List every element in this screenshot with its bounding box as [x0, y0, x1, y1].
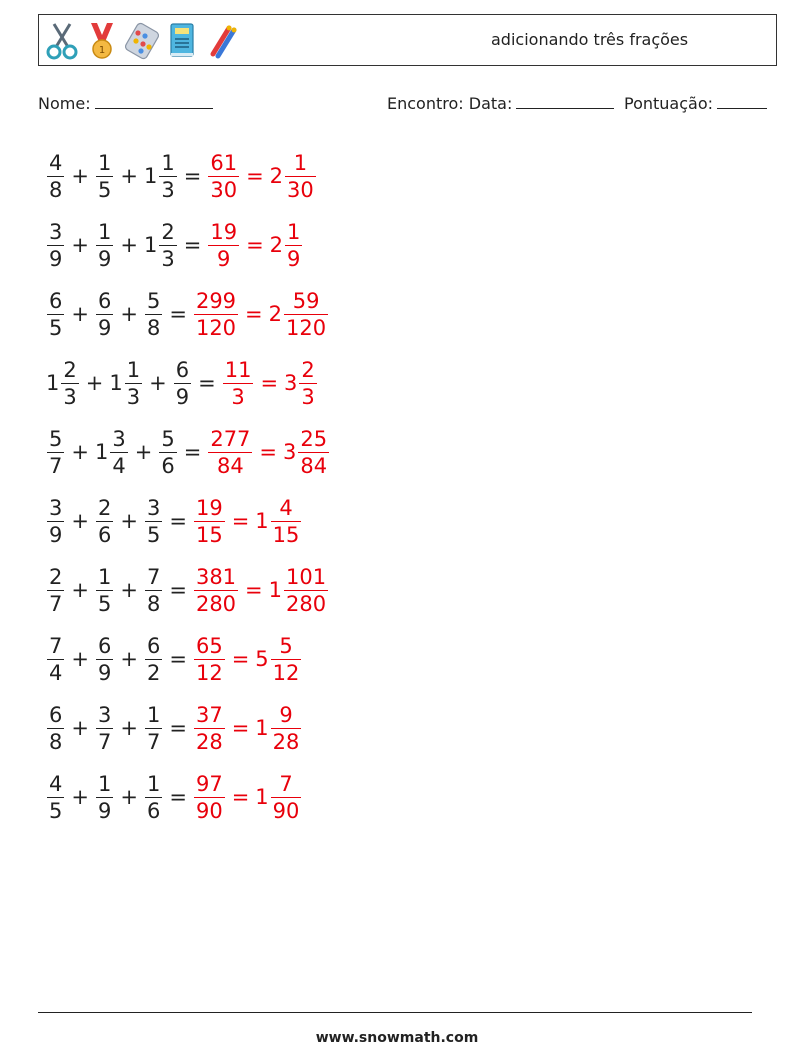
term-fraction-denominator: 9 [97, 315, 112, 340]
answer [222, 357, 318, 410]
term-fraction-denominator: 6 [161, 453, 175, 478]
term-whole: 1 [46, 370, 60, 395]
answer-mixed [271, 771, 302, 824]
answer-mixed-denominator: 3 [301, 384, 315, 409]
answer [207, 426, 330, 479]
score-label: Pontuação: [624, 94, 714, 113]
answer [193, 771, 302, 824]
answer-improper [194, 564, 238, 617]
answer-equals-sign: = [246, 164, 264, 188]
equals-sign: = [198, 371, 216, 395]
term-fraction [47, 219, 64, 272]
answer-improper [194, 288, 238, 341]
plus-sign: + [71, 578, 89, 602]
plus-sign: + [71, 233, 89, 257]
answer-equals-sign: = [259, 440, 278, 464]
term-fraction-numerator: 3 [146, 495, 161, 520]
plus-sign: + [71, 647, 89, 671]
answer-whole: 1 [255, 784, 269, 809]
worksheet-title: adicionando três frações [491, 30, 689, 49]
term-fraction-denominator: 5 [146, 522, 161, 547]
name-label: Nome: [38, 94, 91, 113]
answer-mixed [271, 702, 302, 755]
term-fraction [96, 219, 113, 272]
equals-sign: = [183, 164, 202, 188]
term-fraction [159, 150, 176, 203]
medal-icon [85, 20, 119, 60]
plus-sign: + [120, 302, 138, 326]
answer-mixed-denominator: 120 [286, 315, 327, 340]
term-fraction-numerator: 1 [146, 702, 161, 727]
footer-url: www.snowmath.com [315, 1030, 479, 1046]
term-fraction [47, 564, 64, 617]
term-fraction [47, 426, 64, 479]
answer [193, 288, 329, 341]
term-fraction-numerator: 5 [146, 288, 161, 313]
answer-mixed [271, 633, 302, 686]
term-fraction-denominator: 5 [97, 591, 112, 616]
answer-mixed [284, 288, 328, 341]
answer [193, 564, 329, 617]
problem-row [46, 215, 303, 275]
answer-whole: 1 [255, 715, 269, 740]
term-fraction [96, 702, 113, 755]
term-fraction [61, 357, 78, 410]
equals-sign: = [169, 302, 187, 326]
answer-equals-sign: = [260, 371, 279, 395]
term-fraction-numerator: 3 [49, 219, 63, 244]
term-fraction [96, 771, 113, 824]
term-fraction-denominator: 3 [126, 384, 141, 409]
encounter-date-label: Encontro: Data: [387, 94, 513, 113]
plus-sign: + [120, 233, 138, 257]
problem-row [46, 146, 317, 206]
answer-mixed [271, 495, 302, 548]
answer-improper-denominator: 9 [217, 246, 231, 271]
equals-sign: = [169, 785, 187, 809]
term-fraction-denominator: 9 [49, 522, 63, 547]
equals-sign: = [169, 578, 187, 602]
answer-improper [194, 633, 225, 686]
plus-sign: + [71, 509, 89, 533]
answer-improper-denominator: 28 [195, 729, 223, 754]
date-blank[interactable] [516, 94, 614, 109]
problem-row [46, 284, 329, 344]
name-field [38, 94, 213, 113]
problem-row [46, 698, 302, 758]
answer [207, 150, 316, 203]
answer-equals-sign: = [245, 578, 263, 602]
plus-sign: + [120, 578, 138, 602]
answer-equals-sign: = [231, 509, 250, 533]
term-fraction [47, 771, 64, 824]
answer-improper-denominator: 15 [195, 522, 223, 547]
term-fraction [47, 288, 64, 341]
header-icons [45, 20, 239, 60]
term-fraction [125, 357, 142, 410]
answer-mixed-numerator: 7 [279, 771, 293, 796]
term-fraction-denominator: 6 [97, 522, 112, 547]
answer-improper [194, 495, 225, 548]
term-fraction-denominator: 7 [146, 729, 161, 754]
problem-row [46, 767, 302, 827]
answer [193, 633, 302, 686]
answer-mixed-numerator: 4 [279, 495, 293, 520]
answer-improper-denominator: 280 [195, 591, 237, 616]
problem-row [46, 353, 318, 413]
answer-equals-sign: = [231, 785, 250, 809]
answer-mixed [284, 564, 328, 617]
answer-mixed-denominator: 30 [287, 177, 314, 202]
equals-sign: = [183, 233, 202, 257]
term-fraction-numerator: 1 [97, 219, 112, 244]
answer-improper-numerator: 381 [195, 564, 237, 589]
term-fraction-numerator: 2 [161, 219, 175, 244]
term-fraction-numerator: 4 [49, 150, 63, 175]
answer-whole: 2 [269, 163, 284, 188]
term-fraction [145, 288, 162, 341]
term-fraction-denominator: 3 [161, 246, 175, 271]
answer-improper-numerator: 61 [210, 150, 238, 175]
answer-improper-numerator: 37 [195, 702, 223, 727]
term-fraction [145, 771, 162, 824]
answer-mixed-denominator: 9 [287, 246, 301, 271]
answer-whole: 3 [283, 439, 297, 464]
term-fraction [145, 495, 162, 548]
plus-sign: + [120, 164, 138, 188]
answer-improper-denominator: 90 [195, 798, 223, 823]
plus-sign: + [149, 371, 167, 395]
term-fraction-numerator: 2 [97, 495, 112, 520]
term-fraction [47, 702, 64, 755]
answer-improper-numerator: 11 [224, 357, 252, 382]
answer-mixed [285, 219, 302, 272]
plus-sign: + [71, 164, 89, 188]
answer-whole: 1 [268, 577, 283, 602]
answer-improper [208, 150, 239, 203]
answer-improper-denominator: 120 [195, 315, 237, 340]
term-fraction [159, 219, 176, 272]
term-fraction-numerator: 4 [49, 771, 63, 796]
answer-improper-numerator: 19 [210, 219, 238, 244]
term-whole: 1 [143, 163, 158, 188]
term-fraction-denominator: 4 [49, 660, 63, 685]
score-field [624, 94, 767, 113]
answer [193, 702, 302, 755]
answer-improper-denominator: 30 [210, 177, 238, 202]
term-fraction-numerator: 1 [97, 564, 112, 589]
answer-equals-sign: = [245, 302, 263, 326]
term-fraction-numerator: 1 [146, 771, 161, 796]
name-blank[interactable] [95, 94, 213, 109]
term-fraction-denominator: 5 [49, 315, 63, 340]
term-fraction-numerator: 6 [146, 633, 161, 658]
answer-improper-numerator: 299 [195, 288, 237, 313]
term-fraction-numerator: 6 [97, 633, 112, 658]
term-fraction [110, 426, 127, 479]
answer-mixed-numerator: 59 [292, 288, 320, 313]
answer-mixed-numerator: 1 [293, 150, 308, 175]
answer-whole: 1 [255, 508, 269, 533]
term-fraction [47, 150, 64, 203]
svg-text:1: 1 [98, 45, 106, 56]
answer [207, 219, 303, 272]
term-fraction-numerator: 1 [97, 771, 112, 796]
problem-row [46, 491, 302, 551]
problem-row [46, 422, 330, 482]
answer-equals-sign: = [231, 647, 250, 671]
answer-improper-numerator: 19 [195, 495, 223, 520]
term-fraction-numerator: 2 [49, 564, 63, 589]
term-fraction [47, 633, 64, 686]
answer-improper [223, 357, 254, 410]
term-fraction-numerator: 3 [49, 495, 63, 520]
term-fraction-numerator: 6 [175, 357, 190, 382]
term-fraction-denominator: 8 [49, 177, 63, 202]
term-fraction [96, 288, 113, 341]
term-fraction [47, 495, 64, 548]
answer-mixed-denominator: 15 [272, 522, 300, 547]
answer-improper [194, 702, 225, 755]
term-fraction-denominator: 8 [146, 591, 161, 616]
term-whole: 1 [94, 439, 109, 464]
term-fraction-denominator: 5 [49, 798, 63, 823]
answer-improper-numerator: 97 [195, 771, 223, 796]
plus-sign: + [71, 785, 89, 809]
plus-sign: + [71, 440, 89, 464]
term-fraction-denominator: 7 [49, 453, 63, 478]
term-fraction [96, 633, 113, 686]
answer-whole: 3 [284, 370, 298, 395]
term-fraction-denominator: 2 [146, 660, 161, 685]
plus-sign: + [71, 302, 89, 326]
answer-improper-denominator: 84 [217, 453, 244, 478]
term-fraction-numerator: 5 [49, 426, 63, 451]
answer-equals-sign: = [231, 716, 250, 740]
answer-mixed-numerator: 5 [279, 633, 293, 658]
term-fraction-numerator: 7 [146, 564, 161, 589]
answer-mixed-denominator: 90 [272, 798, 300, 823]
term-fraction-denominator: 9 [175, 384, 190, 409]
answer-mixed-denominator: 28 [272, 729, 300, 754]
answer-mixed-denominator: 12 [272, 660, 300, 685]
answer-improper-numerator: 277 [210, 426, 251, 451]
plus-sign: + [120, 716, 138, 740]
plus-sign: + [85, 371, 104, 395]
term-fraction-numerator: 1 [97, 150, 112, 175]
term-fraction [145, 564, 162, 617]
equals-sign: = [169, 716, 187, 740]
term-fraction [96, 495, 113, 548]
answer-mixed [285, 150, 316, 203]
encounter-date-field [387, 94, 614, 113]
answer-improper-numerator: 65 [195, 633, 223, 658]
term-fraction [174, 357, 191, 410]
worksheet-header [38, 14, 777, 66]
term-fraction [159, 426, 176, 479]
pencils-icon [205, 20, 239, 60]
term-fraction-denominator: 4 [112, 453, 126, 478]
term-fraction [96, 150, 113, 203]
answer-mixed-numerator: 101 [286, 564, 327, 589]
answer-mixed-numerator: 2 [301, 357, 315, 382]
term-fraction-numerator: 7 [49, 633, 63, 658]
term-fraction-denominator: 8 [49, 729, 63, 754]
problem-row [46, 629, 302, 689]
score-blank[interactable] [717, 94, 767, 109]
answer-mixed-numerator: 1 [287, 219, 301, 244]
term-fraction [96, 564, 113, 617]
scissors-icon [45, 20, 79, 60]
term-fraction-denominator: 9 [97, 660, 112, 685]
plus-sign: + [120, 509, 138, 533]
equals-sign: = [169, 647, 187, 671]
term-fraction-denominator: 7 [97, 729, 112, 754]
term-fraction-numerator: 6 [49, 702, 63, 727]
term-fraction-numerator: 1 [126, 357, 141, 382]
term-fraction-numerator: 6 [49, 288, 63, 313]
term-fraction-denominator: 5 [97, 177, 112, 202]
answer-mixed [299, 357, 316, 410]
answer-equals-sign: = [246, 233, 264, 257]
problem-row [46, 560, 329, 620]
answer-whole: 2 [269, 232, 284, 257]
answer-whole: 2 [268, 301, 283, 326]
term-fraction-numerator: 6 [97, 288, 112, 313]
term-fraction-denominator: 9 [97, 246, 112, 271]
pill-pack-icon [125, 20, 159, 60]
term-fraction-numerator: 2 [63, 357, 77, 382]
answer-mixed-numerator: 9 [279, 702, 293, 727]
term-fraction-numerator: 5 [161, 426, 175, 451]
footer-divider [38, 1012, 752, 1013]
answer-improper [194, 771, 225, 824]
term-whole: 1 [143, 232, 158, 257]
answer-improper [208, 219, 239, 272]
answer-whole: 5 [255, 646, 269, 671]
term-fraction-denominator: 8 [146, 315, 161, 340]
term-fraction-numerator: 3 [112, 426, 126, 451]
term-fraction-denominator: 7 [49, 591, 63, 616]
answer-mixed-denominator: 84 [300, 453, 328, 478]
answer-mixed [298, 426, 329, 479]
answer-mixed-denominator: 280 [286, 591, 327, 616]
plus-sign: + [120, 647, 138, 671]
term-fraction-numerator: 1 [161, 150, 175, 175]
answer-mixed-numerator: 25 [300, 426, 328, 451]
plus-sign: + [120, 785, 138, 809]
term-whole: 1 [109, 370, 123, 395]
term-fraction-denominator: 3 [161, 177, 175, 202]
plus-sign: + [134, 440, 153, 464]
book-icon [165, 20, 199, 60]
equals-sign: = [183, 440, 202, 464]
term-fraction [145, 633, 162, 686]
answer-improper [208, 426, 252, 479]
answer-improper-denominator: 3 [231, 384, 245, 409]
term-fraction-denominator: 6 [146, 798, 161, 823]
answer [193, 495, 302, 548]
term-fraction-denominator: 9 [97, 798, 112, 823]
answer-improper-denominator: 12 [195, 660, 223, 685]
term-fraction-denominator: 3 [63, 384, 77, 409]
term-fraction [145, 702, 162, 755]
plus-sign: + [71, 716, 89, 740]
equals-sign: = [169, 509, 187, 533]
term-fraction-denominator: 9 [49, 246, 63, 271]
term-fraction-numerator: 3 [97, 702, 112, 727]
